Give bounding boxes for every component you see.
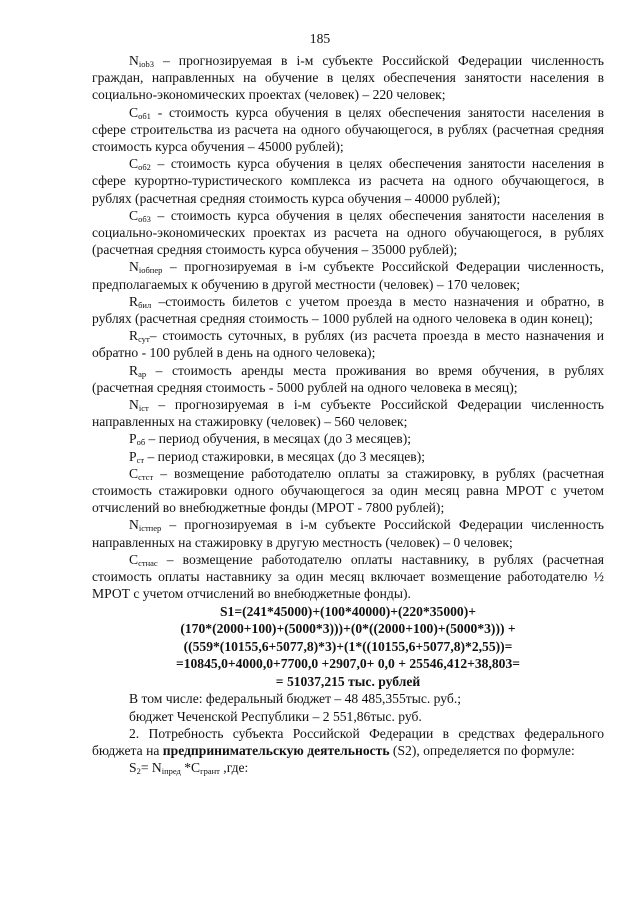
definition-text: – прогнозируемая в i-м субъекте Российской Федерации численность, предполагаемых к обучению в другой местности (человек) – 170 человек;	[92, 259, 604, 292]
definitions-list	[92, 52, 604, 603]
definition-text: – прогнозируемая в i-м субъекте Российской Федерации численность направленных на стажировку (человек) – 560 человек;	[92, 397, 604, 430]
definition-paragraph	[92, 448, 604, 465]
variable-subscript: iст	[138, 403, 149, 414]
federal-budget-line: В том числе: федеральный бюджет – 48 485,355тыс. руб.;	[129, 691, 462, 707]
item-2-text-start: 2. Потребность субъекта Российской Федерации в средствах федерального бюджета на	[92, 725, 604, 759]
definition-text: – период стажировки, в месяцах (до 3 месяцев);	[144, 448, 425, 464]
item-2-text-end: (S2), определяется по формуле:	[389, 743, 575, 759]
variable-subscript: iстпер	[138, 523, 162, 534]
variable-symbol: С	[129, 207, 139, 223]
definition-paragraph	[92, 327, 604, 361]
definition-text: –стоимость билетов с учетом проезда в место назначения и обратно, в рублях (расчетная средняя стоимость – 1000 рублей на одного человека в один конец);	[92, 293, 604, 327]
variable-symbol: Р	[129, 431, 137, 447]
variable-symbol: R	[129, 328, 139, 344]
definition-text: – возмещение работодателю оплаты наставнику, в рублях (расчетная стоимость оплаты наставнику за один месяц включает возмещение работодателю ½ МРОТ с учетом отчислений во внебюджетные фонды).	[92, 551, 604, 602]
definition-paragraph	[92, 207, 604, 259]
definition-paragraph	[92, 465, 604, 517]
definition-paragraph	[92, 104, 604, 156]
definition-paragraph	[92, 293, 604, 327]
variable-symbol: R	[129, 293, 139, 309]
variable-subscript: iобпер	[138, 265, 163, 276]
s2-symbol: S	[129, 760, 137, 776]
definition-paragraph	[92, 551, 604, 603]
definition-text: – прогнозируемая в i-м субъекте Российской Федерации численность граждан, направленных на обучение в целях обеспечения занятости населения в социально-экономических проектах (человек) – 220 человек;	[92, 53, 604, 103]
s2-n-subscript: iпред	[161, 766, 181, 777]
definition-paragraph	[92, 155, 604, 207]
definition-text: – стоимость курса обучения в целях обеспечения занятости населения в сфере курортно-туристического комплекса из расчета на одного обучающегося, в рублях (расчетная средняя стоимость курса обучения – 40000 рублей);	[92, 156, 604, 206]
variable-subscript: ст	[136, 454, 145, 465]
variable-symbol: Р	[129, 448, 137, 464]
formula-block	[92, 603, 604, 691]
document-body	[92, 52, 604, 776]
definition-text: – стоимость аренды места проживания во время обучения, в рублях (расчетная средняя стоимость - 5000 рублей на одного человека в месяц);	[92, 362, 604, 395]
formula-line: S1=(241*45000)+(100*40000)+(220*35000)+	[219, 603, 477, 619]
s2-c-subscript: грант	[200, 766, 220, 777]
definition-paragraph	[92, 396, 604, 430]
variable-subscript: об2	[138, 162, 151, 173]
definition-paragraph	[92, 430, 604, 447]
definition-text: – прогнозируемая в i-м субъекте Российской Федерации численность направленных на стажировку в другую местность (человек) – 0 человек;	[92, 517, 604, 550]
formula-line: = 51037,215 тыс. рублей	[275, 673, 421, 689]
definition-text: - стоимость курса обучения в целях обеспечения занятости населения в сфере строительства из расчета на одного обучающегося, в рублях (расчетная средняя стоимость курса обучения – 45000 рублей);	[92, 104, 604, 155]
variable-symbol: N	[129, 259, 139, 275]
s2-subscript: 2	[136, 766, 141, 777]
variable-symbol: С	[129, 156, 139, 172]
definition-text: – стоимость суточных, в рублях (из расчета проезда в место назначения и обратно - 100 рублей в день на одного человека);	[92, 328, 604, 361]
formula-line: (170*(2000+100)+(5000*3)))+(0*((2000+100)+(5000*3))) +	[180, 621, 516, 637]
variable-subscript: сут	[138, 334, 150, 345]
definition-paragraph	[92, 258, 604, 292]
item-2-bold-term: предпринимательскую деятельность	[162, 743, 390, 759]
variable-subscript: об	[136, 437, 146, 448]
variable-subscript: об3	[138, 213, 151, 224]
formula-line: ((559*(10155,6+5077,8)*3)+(1*((10155,6+5077,8)*2,55))=	[183, 638, 513, 654]
s2-mult-c: *С	[180, 760, 201, 776]
regional-budget-line: бюджет Чеченской Республики – 2 551,86тыс. руб.	[129, 708, 422, 724]
formula-line: =10845,0+4000,0+7700,0 +2907,0+ 0,0 + 25546,412+38,803=	[175, 656, 521, 672]
variable-subscript: бил	[138, 299, 152, 310]
definition-text: – стоимость курса обучения в целях обеспечения занятости населения в социально-экономических проектах из расчета на одного обучающегося, в рублях (расчетная средняя стоимость курса обучения – 35000 рублей);	[92, 207, 604, 258]
item-2-paragraph	[92, 725, 604, 759]
s2-formula	[92, 759, 604, 776]
variable-subscript: об1	[138, 110, 151, 121]
definition-paragraph	[92, 52, 604, 104]
s2-equals-n: = N	[140, 760, 162, 776]
variable-symbol: R	[129, 362, 139, 378]
variable-symbol: N	[129, 397, 139, 413]
definition-text: – возмещение работодателю оплаты за стажировку, в рублях (расчетная стоимость стажировки одного обучающегося за один месяц равна МРОТ с учетом отчислений во внебюджетные фонды (МРОТ - 7800 рублей);	[92, 465, 604, 516]
definition-paragraph	[92, 362, 604, 396]
variable-symbol: С	[129, 104, 139, 120]
variable-subscript: стст	[138, 471, 154, 482]
variable-symbol: С	[129, 465, 139, 481]
variable-subscript: стнас	[138, 557, 158, 568]
variable-subscript: ар	[138, 368, 147, 379]
definition-paragraph	[92, 516, 604, 550]
variable-symbol: N	[129, 517, 139, 533]
variable-symbol: С	[129, 551, 139, 567]
variable-subscript: iob3	[138, 59, 154, 69]
definition-text: – период обучения, в месяцах (до 3 месяцев);	[145, 431, 412, 447]
variable-symbol: N	[129, 53, 139, 68]
s2-tail: ,где:	[219, 760, 249, 776]
page-number: 185	[309, 31, 331, 46]
